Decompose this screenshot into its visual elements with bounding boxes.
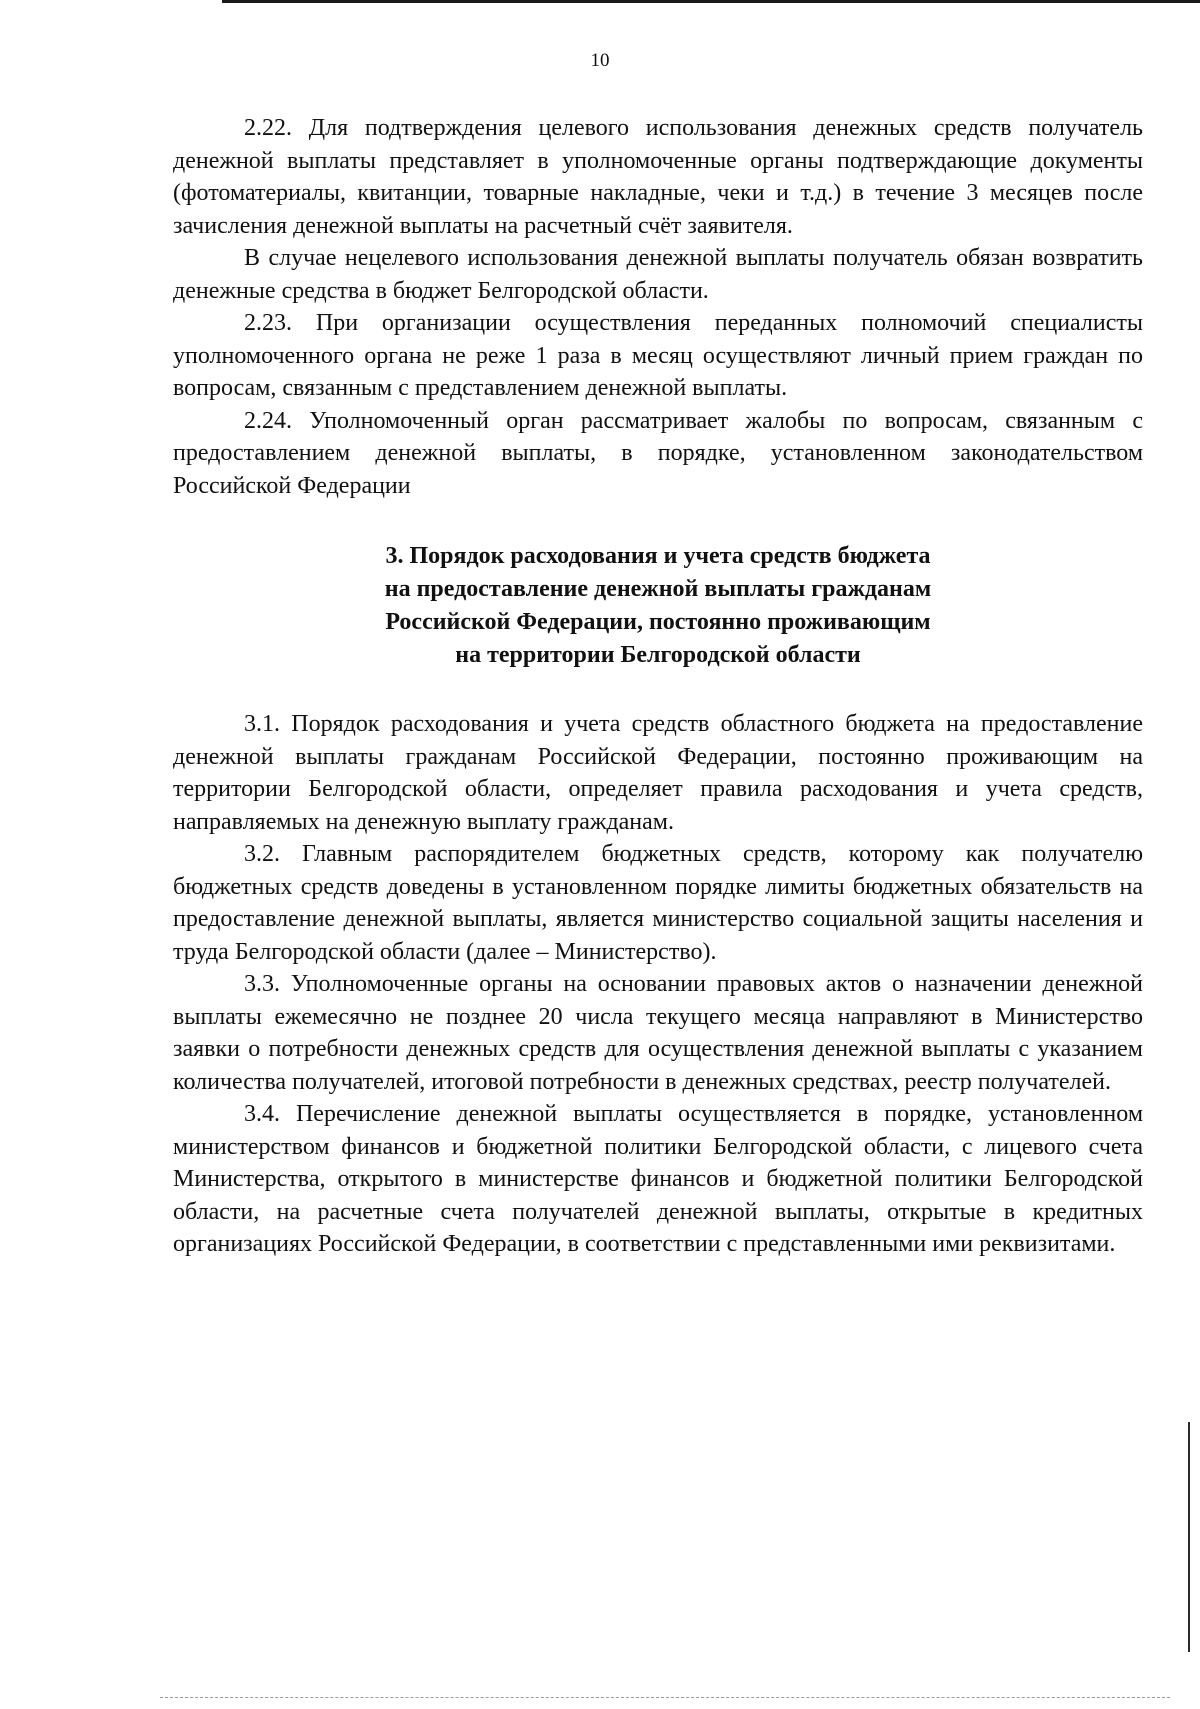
section-3-heading-line: 3. Порядок расходования и учета средств бюджета [385,543,931,569]
paragraph-2-22-misuse: В случае нецелевого использования денежной выплаты получатель обязан возвратить денежные средства в бюджет Белгородской области. [173,245,1143,304]
paragraph-3-1: 3.1. Порядок расходования и учета средств областного бюджета на предоставление денежной выплаты гражданам Российской Федерации, постоянно проживающим на территории Белгородской области, определяет правила расходования и учета средств, направляемых на денежную выплату гражданам. [173,711,1143,835]
paragraph-3-4: 3.4. Перечисление денежной выплаты осуществляется в порядке, установленном министерством финансов и бюджетной политики Белгородской области, с лицевого счета Министерства, открытого в министерстве финансов и бюджетной политики Белгородской области, на расчетные счета получателей денежной выплаты, открытые в кредитных организациях Российской Федерации, в соответствии с представленными ими реквизитами. [173,1101,1143,1257]
document-body [173,112,1143,1261]
scan-edge-bottom [160,1697,1170,1698]
paragraph-2-24: 2.24. Уполномоченный орган рассматривает жалобы по вопросам, связанным с предоставлением денежной выплаты, в порядке, установленном законодательством Российской Федерации [173,407,1143,499]
paragraph-2-22: 2.22. Для подтверждения целевого использования денежных средств получатель денежной выплаты представляет в уполномоченные органы подтверждающие документы (фотоматериалы, квитанции, товарные накладные, чеки и т.д.) в течение 3 месяцев после зачисления денежной выплаты на расчетный счёт заявителя. [173,115,1143,239]
section-3-heading-line: на предоставление денежной выплаты гражданам [384,576,932,602]
scan-edge-right [1188,1422,1190,1652]
paragraph-3-3: 3.3. Уполномоченные органы на основании правовых актов о назначении денежной выплаты ежемесячно не позднее 20 числа текущего месяца направляют в Министерство заявки о потребности денежных средств для осуществления денежной выплаты с указанием количества получателей, итоговой потребности в денежных средствах, реестр получателей. [173,971,1143,1095]
section-3-heading-line: на территории Белгородской области [455,642,861,668]
paragraph-2-23: 2.23. При организации осуществления переданных полномочий специалисты уполномоченного органа не реже 1 раза в месяц осуществляют личный прием граждан по вопросам, связанным с представлением денежной выплаты. [173,310,1143,401]
section-3-heading [173,540,1143,672]
section-3-heading-line: Российской Федерации, постоянно проживающим [385,609,931,635]
paragraph-3-2: 3.2. Главным распорядителем бюджетных средств, которому как получателю бюджетных средств доведены в установленном порядке лимиты бюджетных обязательств на предоставление денежной выплаты, является министерство социальной защиты населения и труда Белгородской области (далее – Министерство). [173,841,1143,965]
page-number: 10 [590,50,610,71]
scan-edge-top [222,0,1200,3]
